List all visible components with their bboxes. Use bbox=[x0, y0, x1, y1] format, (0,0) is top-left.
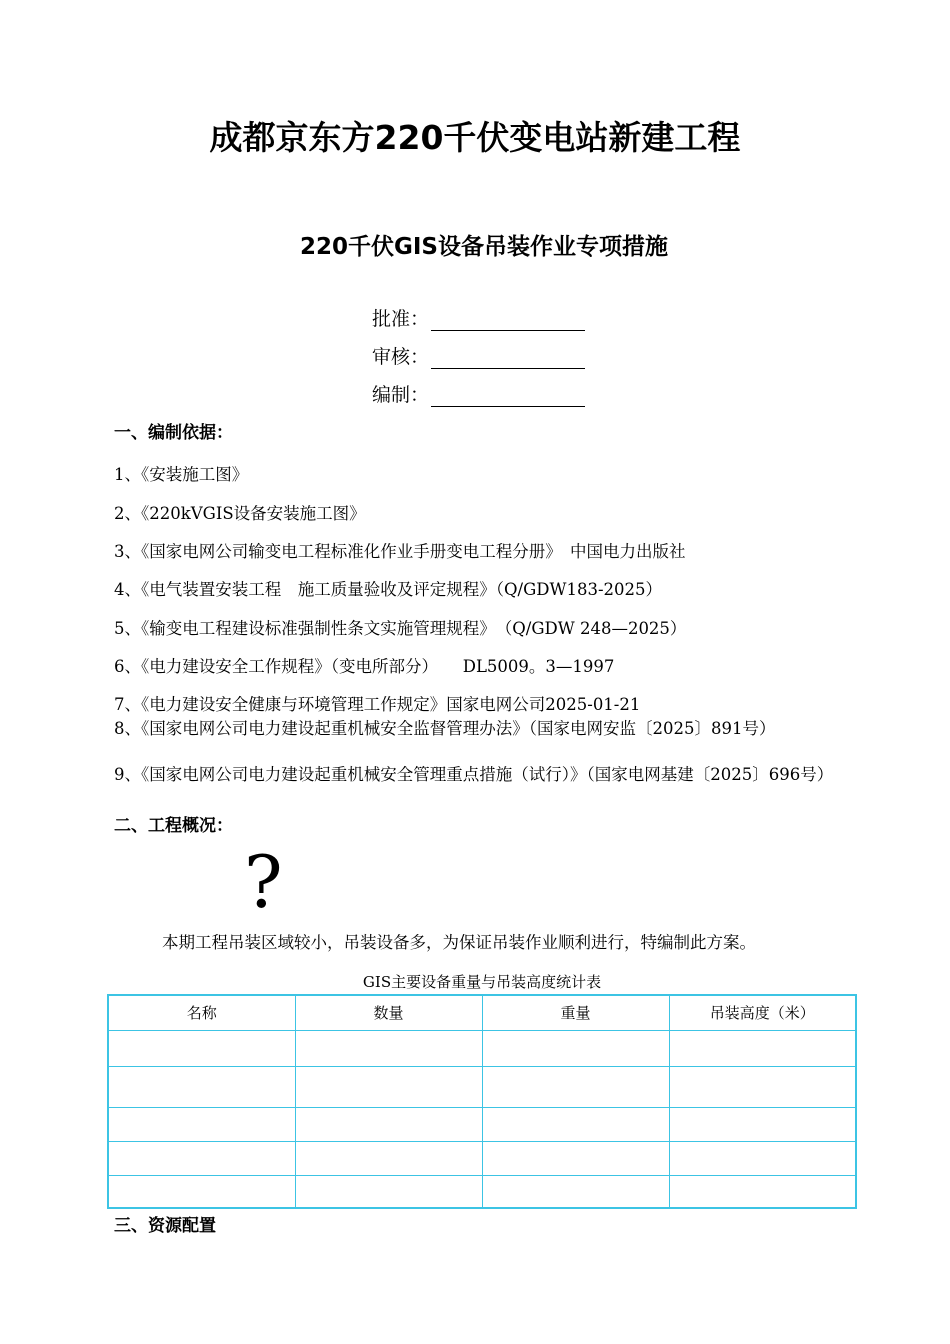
review-signature bbox=[372, 342, 585, 369]
table-cell bbox=[669, 1030, 856, 1066]
header-lift-height: 吊装高度（米） bbox=[669, 995, 856, 1030]
table-cell bbox=[669, 1141, 856, 1175]
table-header-row bbox=[108, 995, 856, 1030]
approval-line bbox=[431, 310, 585, 331]
reference-item: 6、《电力建设安全工作规程》（变电所部分） DL5009。3—1997 bbox=[114, 657, 615, 676]
table-cell bbox=[108, 1107, 295, 1141]
prepare-label: 编制： bbox=[372, 384, 430, 406]
table-cell bbox=[482, 1141, 669, 1175]
section2-heading: 二、工程概况： bbox=[114, 816, 233, 836]
table-cell bbox=[295, 1066, 482, 1107]
table-row bbox=[108, 1066, 856, 1107]
prepare-signature bbox=[372, 380, 585, 407]
project-intro: 本期工程吊装区域较小，吊装设备多，为保证吊装作业顺利进行，特编制此方案。 bbox=[162, 933, 756, 952]
approval-signature bbox=[372, 304, 585, 331]
header-quantity: 数量 bbox=[295, 995, 482, 1030]
table-cell bbox=[108, 1141, 295, 1175]
missing-image-placeholder: ? bbox=[244, 840, 283, 924]
table-cell bbox=[108, 1066, 295, 1107]
table-cell bbox=[669, 1175, 856, 1208]
section3-heading: 三、资源配置 bbox=[114, 1216, 216, 1236]
reference-item: 3、《国家电网公司输变电工程标准化作业手册变电工程分册》 中国电力出版社 bbox=[114, 542, 686, 561]
table-row bbox=[108, 1107, 856, 1141]
table-cell bbox=[669, 1107, 856, 1141]
table-cell bbox=[482, 1107, 669, 1141]
reference-item: 7、《电力建设安全健康与环境管理工作规定》国家电网公司2025-01-21 bbox=[114, 695, 641, 714]
reference-item: 5、《输变电工程建设标准强制性条文实施管理规程》 （Q/GDW 248—2025） bbox=[114, 619, 687, 638]
document-subtitle: 220千伏GIS设备吊装作业专项措施 bbox=[299, 234, 668, 260]
reference-item: 8、《国家电网公司电力建设起重机械安全监督管理办法》（国家电网安监〔2025〕891号） bbox=[114, 719, 776, 738]
table-cell bbox=[482, 1175, 669, 1208]
reference-item: 1、《安装施工图》 bbox=[114, 465, 249, 484]
table-cell bbox=[108, 1175, 295, 1208]
table-cell bbox=[482, 1066, 669, 1107]
table-caption: GIS主要设备重量与吊装高度统计表 bbox=[362, 973, 602, 991]
prepare-line bbox=[431, 386, 585, 407]
table-cell bbox=[295, 1030, 482, 1066]
equipment-table bbox=[107, 994, 857, 1209]
section1-heading: 一、编制依据： bbox=[114, 423, 233, 443]
table-row bbox=[108, 1030, 856, 1066]
table-cell bbox=[295, 1175, 482, 1208]
table-row bbox=[108, 1141, 856, 1175]
header-name: 名称 bbox=[108, 995, 295, 1030]
document-title: 成都京东方220千伏变电站新建工程 bbox=[209, 118, 741, 157]
table-row bbox=[108, 1175, 856, 1208]
table-cell bbox=[669, 1066, 856, 1107]
table-cell bbox=[295, 1107, 482, 1141]
approval-label: 批准： bbox=[372, 308, 430, 330]
header-weight: 重量 bbox=[482, 995, 669, 1030]
review-line bbox=[431, 348, 585, 369]
reference-item: 4、《电气装置安装工程 施工质量验收及评定规程》（Q/GDW183-2025） bbox=[114, 580, 663, 599]
table-cell bbox=[295, 1141, 482, 1175]
reference-item: 9、《国家电网公司电力建设起重机械安全管理重点措施（试行）》（国家电网基建〔2025〕696号） bbox=[114, 765, 834, 784]
review-label: 审核： bbox=[372, 346, 430, 368]
table-cell bbox=[482, 1030, 669, 1066]
table-cell bbox=[108, 1030, 295, 1066]
reference-item: 2、《220kVGIS设备安装施工图》 bbox=[114, 504, 366, 523]
